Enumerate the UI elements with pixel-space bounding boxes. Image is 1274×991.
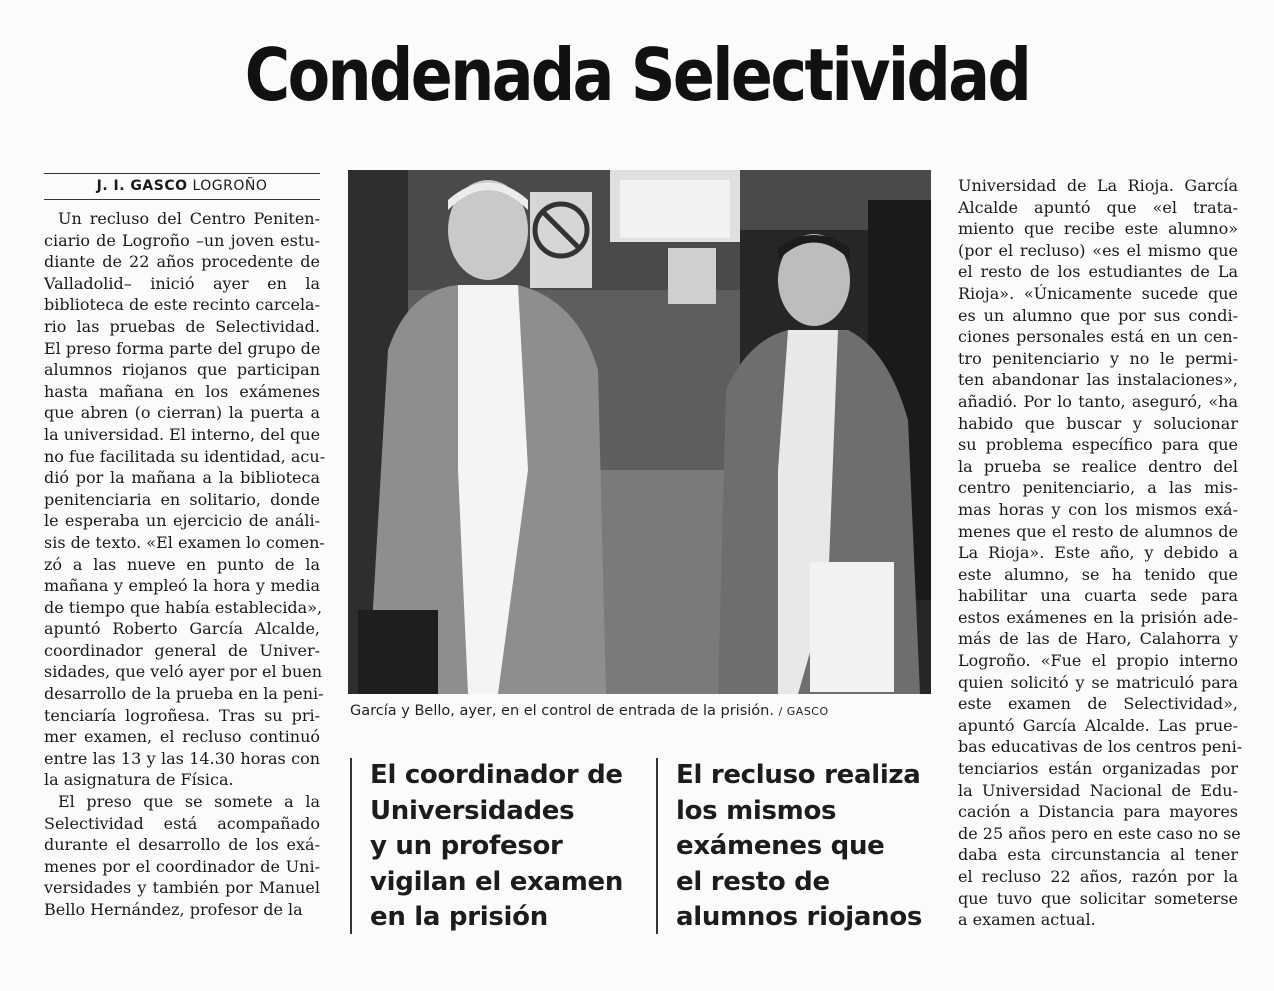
pull-quote-line: en la prisión xyxy=(370,902,548,932)
pull-quote-2 xyxy=(656,758,946,934)
text-line: Universidad de La Rioja. García xyxy=(958,176,1238,195)
text-line: La Rioja». Este año, y debido a xyxy=(958,543,1238,563)
text-line: mas horas y con los mismos exá- xyxy=(958,499,1238,519)
pull-quote-line: alumnos riojanos xyxy=(676,902,923,932)
text-line: miento que recibe este alumno» xyxy=(958,219,1238,239)
text-line: ciario de Logroño –un joven estu- xyxy=(44,230,320,250)
text-line: desarrollo de la prueba en la peni- xyxy=(44,684,324,704)
text-line: de 25 años pero en este caso no se xyxy=(958,823,1241,843)
article-right-column xyxy=(958,175,1243,931)
paragraph xyxy=(44,791,320,921)
text-line: mer examen, el recluso continuó xyxy=(44,727,320,747)
text-line: entre las 13 y las 14.30 horas con xyxy=(44,748,320,768)
byline-place: LOGROÑO xyxy=(192,178,268,194)
text-line: ten abandonar las instalaciones», xyxy=(958,370,1238,390)
text-line: El preso que se somete a la xyxy=(58,792,320,812)
text-line: coordinador general de Univer- xyxy=(44,640,320,660)
text-line: dió por la mañana a la biblioteca xyxy=(44,468,320,488)
text-line: que tuvo que solicitar someterse xyxy=(958,888,1238,908)
text-line: más de las de Haro, Calahorra y xyxy=(958,629,1238,649)
text-line: cación a Distancia para mayores xyxy=(958,802,1238,822)
text-line: centro penitenciario, a las mis- xyxy=(958,478,1238,498)
pull-quote-line: vigilan el examen xyxy=(370,866,624,897)
caption-text: García y Bello, ayer, en el control de entrada de la prisión. xyxy=(350,703,774,719)
text-line: Valladolid– inició ayer en la xyxy=(44,273,320,293)
text-line: rio las pruebas de Selectividad. xyxy=(44,316,320,336)
text-line: la prueba se realice dentro del xyxy=(958,456,1238,476)
text-line: menes por el coordinador de Uni- xyxy=(44,856,320,876)
text-line: (por el recluso) «es el mismo que xyxy=(958,240,1238,260)
text-line: a examen actual. xyxy=(958,910,1096,930)
text-line: tenciaría logroñesa. Tras su pri- xyxy=(44,705,320,725)
text-line: habilitar una cuarta sede para xyxy=(958,586,1238,606)
headline: Condenada Selectividad xyxy=(244,33,1030,117)
text-line: Un recluso del Centro Peniten- xyxy=(58,209,320,228)
text-line: bas educativas de los centros peni- xyxy=(958,737,1243,757)
text-line: sidades, que veló ayer por el buen xyxy=(44,662,323,682)
text-line: quien solicitó y se matriculó para xyxy=(958,672,1238,692)
text-line: la universidad. El interno, del que xyxy=(44,424,321,444)
pull-quote-1 xyxy=(350,758,640,934)
pull-quote-line: los mismos xyxy=(676,795,837,826)
text-line: hasta mañana en los exámenes xyxy=(44,381,320,401)
article-left-column xyxy=(44,208,326,921)
text-line: este alumno, se ha tenido que xyxy=(958,564,1238,584)
photo-image xyxy=(348,170,931,694)
paragraph xyxy=(44,208,326,791)
pull-quote-line: El coordinador de xyxy=(370,760,623,790)
text-line: sis de texto. «El examen lo comen- xyxy=(44,532,325,552)
byline xyxy=(44,173,320,200)
text-line: es un alumno que por sus condi- xyxy=(958,305,1238,325)
text-line: daba esta circunstancia al tener xyxy=(958,845,1238,865)
photo-caption xyxy=(350,703,930,719)
text-line: diante de 22 años procedente de xyxy=(44,252,320,272)
pull-quote-line: y un profesor xyxy=(370,831,563,861)
text-line: Rioja». «Únicamente sucede que xyxy=(958,283,1238,303)
text-line: alumnos riojanos que participan xyxy=(44,360,320,380)
paragraph xyxy=(958,175,1243,931)
text-line: habido que buscar y solucionar xyxy=(958,413,1238,433)
text-line: mañana y empleó la hora y media xyxy=(44,576,320,596)
pull-quote-line: exámenes que xyxy=(676,831,885,861)
text-line: la asignatura de Física. xyxy=(44,770,234,790)
text-line: añadió. Por lo tanto, aseguró, «ha xyxy=(958,391,1238,411)
text-line: biblioteca de este recinto carcela- xyxy=(44,295,320,315)
text-line: el recluso 22 años, razón por la xyxy=(958,867,1238,886)
text-line: su problema específico para que xyxy=(958,435,1238,455)
text-line: menes que el resto de alumnos de xyxy=(958,521,1238,541)
byline-author: J. I. GASCO xyxy=(96,178,188,194)
text-line: versidades y también por Manuel xyxy=(44,878,320,898)
text-line: apuntó García Alcalde. Las prue- xyxy=(958,715,1238,735)
text-line: este examen de Selectividad», xyxy=(958,694,1238,714)
text-line: le esperaba un ejercicio de análi- xyxy=(44,511,320,531)
text-line: Selectividad está acompañado xyxy=(44,813,320,833)
pull-quote-line: Universidades xyxy=(370,795,575,826)
text-line: Alcalde apuntó que «el trata- xyxy=(958,197,1238,217)
text-line: de tiempo que había establecida», xyxy=(44,597,323,617)
text-line: que abren (o cierran) la puerta a xyxy=(44,403,320,423)
caption-credit: / GASCO xyxy=(778,705,829,718)
text-line: tenciarios están organizadas por xyxy=(958,759,1238,779)
text-line: apuntó Roberto García Alcalde, xyxy=(44,619,320,639)
text-line: penitenciaria en solitario, donde xyxy=(44,489,320,509)
text-line: durante el desarrollo de los exá- xyxy=(44,835,320,855)
text-line: el resto de los estudiantes de La xyxy=(958,262,1238,282)
text-line: la Universidad Nacional de Edu- xyxy=(958,780,1238,800)
text-line: Logroño. «Fue el propio interno xyxy=(958,651,1238,671)
pull-quote-line: el resto de xyxy=(676,866,830,897)
text-line: zó a las nueve en punto de la xyxy=(44,554,320,574)
text-line: El preso forma parte del grupo de xyxy=(44,338,321,358)
pull-quote-line: El recluso realiza xyxy=(676,760,921,790)
text-line: estos exámenes en la prisión ade- xyxy=(958,607,1238,627)
news-photo xyxy=(348,170,931,694)
text-line: Bello Hernández, profesor de la xyxy=(44,900,303,919)
text-line: tro penitenciario y no le permi- xyxy=(958,348,1238,368)
text-line: ciones personales está en un cen- xyxy=(958,327,1238,347)
text-line: no fue facilitada su identidad, acu- xyxy=(44,446,326,466)
